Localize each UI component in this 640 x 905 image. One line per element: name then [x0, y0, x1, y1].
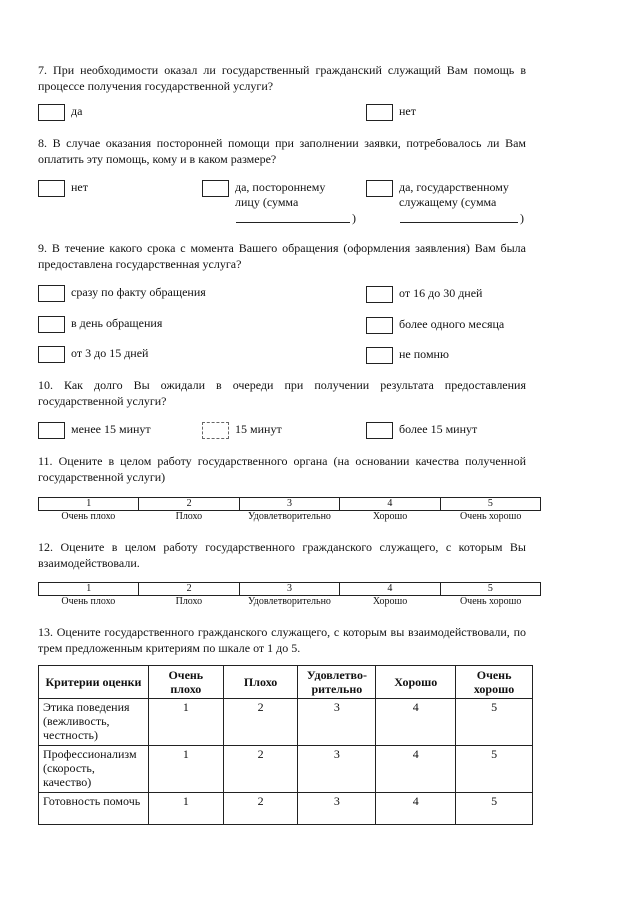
q8-outsider-sum-line[interactable]: [236, 222, 350, 223]
question-8-text: 8. В случае оказания посторонней помощи при заполнении заявки, потребовалось ли Вам оплатить эту помощь, кому и в каком размере?: [38, 136, 526, 166]
table-row: [39, 699, 533, 746]
q11-scale-labels: [38, 511, 541, 523]
checkbox[interactable]: [38, 285, 65, 302]
checkbox[interactable]: [38, 346, 65, 363]
scale-label: Очень плохо: [61, 511, 116, 522]
q7-option-no[interactable]: [366, 104, 416, 121]
rating-cell-2[interactable]: 2: [223, 699, 298, 746]
question-12-text: 12. Оцените в целом работу государственного гражданского служащего, с которым Вы взаимодействовали.: [38, 540, 526, 570]
option-label: более одного месяца: [399, 317, 505, 331]
option-label: 15 минут: [235, 422, 282, 436]
header-very-bad: Очень плохо: [148, 666, 223, 699]
rating-cell-3[interactable]: 3: [298, 746, 376, 793]
question-13-text: 13. Оцените государственного гражданского служащего, с которым вы взаимодействовали, по трем предложенным критериям по шкале от 1 до 5.: [38, 625, 526, 655]
option-label: нет: [399, 104, 416, 118]
option-label: от 3 до 15 дней: [71, 346, 149, 360]
question-10-text: 10. Как долго Вы ожидали в очереди при получении результата предоставления государственной услуги?: [38, 378, 526, 408]
checkbox[interactable]: [38, 422, 65, 439]
q8-option-no[interactable]: [38, 180, 88, 197]
scale-label: Удовлетворительно: [248, 596, 331, 607]
rating-cell-5[interactable]: 5: [456, 793, 533, 825]
scale-label: Удовлетворительно: [248, 511, 331, 522]
rating-cell-3[interactable]: 3: [298, 793, 376, 825]
table-header-row: [39, 666, 533, 699]
option-label: да, постороннему лицу (сумма: [235, 180, 326, 209]
rating-cell-4[interactable]: 4: [340, 498, 440, 510]
scale-label: Хорошо: [372, 511, 408, 522]
checkbox[interactable]: [366, 286, 393, 303]
header-very-good: Очень хорошо: [456, 666, 533, 699]
rating-cell-1[interactable]: 1: [148, 793, 223, 825]
option-label: сразу по факту обращения: [71, 285, 206, 299]
option-label: не помню: [399, 347, 449, 361]
q8-option-outsider[interactable]: [202, 180, 352, 210]
rating-cell-4[interactable]: 4: [376, 793, 456, 825]
header-good: Хорошо: [376, 666, 456, 699]
q10-option-less-15[interactable]: [38, 422, 151, 439]
rating-cell-3[interactable]: 3: [298, 699, 376, 746]
rating-cell-4[interactable]: 4: [376, 746, 456, 793]
option-label: нет: [71, 180, 88, 194]
rating-cell-3[interactable]: 3: [240, 583, 340, 595]
question-11-text: 11. Оцените в целом работу государственного органа (на основании качества полученной государственной услуги): [38, 454, 526, 484]
scale-label: Очень плохо: [61, 596, 116, 607]
checkbox[interactable]: [366, 347, 393, 364]
option-label: от 16 до 30 дней: [399, 286, 483, 300]
table-row: [39, 746, 533, 793]
q10-option-15[interactable]: [202, 422, 282, 439]
option-label: в день обращения: [71, 316, 163, 330]
q10-option-more-15[interactable]: [366, 422, 477, 439]
rating-cell-5[interactable]: 5: [456, 746, 533, 793]
rating-cell-1[interactable]: 1: [148, 699, 223, 746]
criterion-ethics: Этика поведения (вежливость, честность): [39, 699, 149, 746]
q12-scale-labels: [38, 596, 541, 608]
scale-label: Хорошо: [372, 596, 408, 607]
q9-option-16-30-days[interactable]: [366, 286, 482, 303]
checkbox[interactable]: [38, 180, 65, 197]
rating-cell-5[interactable]: 5: [487, 498, 493, 509]
q9-option-dont-remember[interactable]: [366, 347, 449, 364]
rating-cell-2[interactable]: 2: [223, 793, 298, 825]
close-paren: ): [520, 211, 524, 225]
header-criteria: Критерии оценки: [39, 666, 149, 699]
rating-cell-4[interactable]: 4: [376, 699, 456, 746]
rating-cell-1[interactable]: 1: [148, 746, 223, 793]
checkbox[interactable]: [366, 317, 393, 334]
rating-cell-4[interactable]: 4: [340, 583, 440, 595]
checkbox[interactable]: [366, 422, 393, 439]
q8-option-official[interactable]: [366, 180, 526, 210]
rating-cell-5[interactable]: 5: [487, 583, 493, 594]
scale-label: Очень хорошо: [459, 596, 522, 607]
q9-option-immediately[interactable]: [38, 285, 206, 302]
checkbox[interactable]: [202, 180, 229, 197]
criteria-rating-table: [38, 665, 533, 825]
criterion-readiness: Готовность помочь: [39, 793, 149, 825]
table-row: [39, 793, 533, 825]
q9-option-over-month[interactable]: [366, 317, 504, 334]
close-paren: ): [352, 211, 356, 225]
checkbox[interactable]: [38, 104, 65, 121]
header-bad: Плохо: [223, 666, 298, 699]
option-label: менее 15 минут: [71, 422, 151, 436]
scale-label: Плохо: [175, 596, 203, 607]
q9-option-3-15-days[interactable]: [38, 346, 148, 363]
q11-rating-scale[interactable]: [38, 497, 541, 511]
question-7-text: 7. При необходимости оказал ли государственный гражданский служащий Вам помощь в процессе получения государственной услуги?: [38, 63, 526, 93]
checkbox[interactable]: [366, 104, 393, 121]
option-label: да, государственному служащему (сумма: [399, 180, 509, 209]
checkbox[interactable]: [366, 180, 393, 197]
scale-label: Плохо: [175, 511, 203, 522]
header-satisfactory: Удовлетво-рительно: [298, 666, 376, 699]
rating-cell-2[interactable]: 2: [139, 583, 239, 595]
option-label: более 15 минут: [399, 422, 478, 436]
rating-cell-2[interactable]: 2: [139, 498, 239, 510]
checkbox[interactable]: [202, 422, 229, 439]
rating-cell-2[interactable]: 2: [223, 746, 298, 793]
q9-option-same-day[interactable]: [38, 316, 162, 333]
rating-cell-1[interactable]: 1: [39, 583, 139, 595]
rating-cell-3[interactable]: 3: [240, 498, 340, 510]
question-9-text: 9. В течение какого срока с момента Вашего обращения (оформления заявления) Вам была предоставлена государственная услуга?: [38, 241, 526, 271]
criterion-professionalism: Профессионализм (скорость, качество): [39, 746, 149, 793]
q8-official-sum-line[interactable]: [400, 222, 518, 223]
rating-cell-1[interactable]: 1: [39, 498, 139, 510]
q7-option-yes[interactable]: [38, 104, 82, 121]
rating-cell-5[interactable]: 5: [456, 699, 533, 746]
q12-rating-scale[interactable]: [38, 582, 541, 596]
option-label: да: [71, 104, 83, 118]
checkbox[interactable]: [38, 316, 65, 333]
scale-label: Очень хорошо: [459, 511, 522, 522]
